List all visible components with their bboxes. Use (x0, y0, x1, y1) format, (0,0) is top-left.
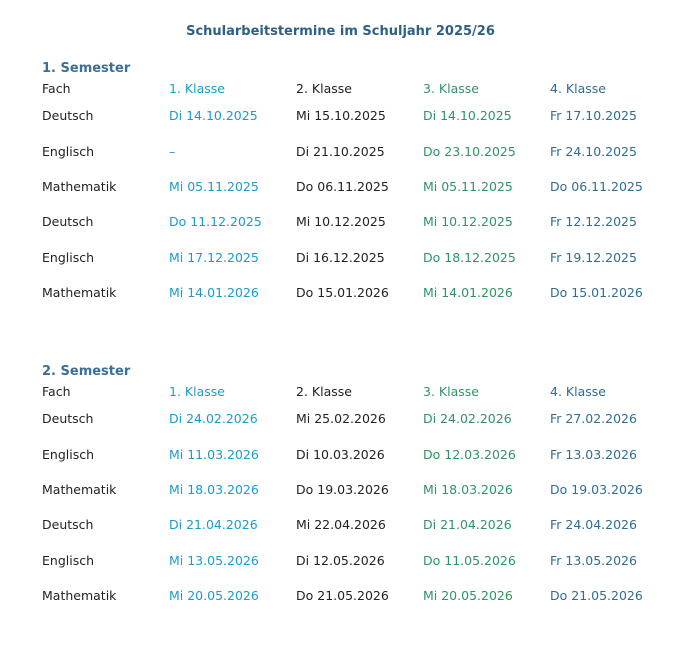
column-header-klasse-4: 4. Klasse (550, 383, 606, 399)
date-cell-klasse-1: Do 11.12.2025 (169, 214, 262, 230)
table-row (42, 98, 642, 133)
date-cell-klasse-1: Mi 18.03.2026 (169, 481, 259, 497)
date-cell-klasse-2: Do 15.01.2026 (296, 285, 389, 301)
date-cell-klasse-4: Fr 27.02.2026 (550, 411, 637, 427)
date-cell-klasse-2: Do 06.11.2025 (296, 178, 389, 194)
date-cell-klasse-4: Fr 13.05.2026 (550, 552, 637, 568)
table-row (42, 204, 642, 239)
date-cell-klasse-2: Do 21.05.2026 (296, 588, 389, 604)
column-header-klasse-1: 1. Klasse (169, 80, 225, 96)
table-row (42, 543, 642, 578)
date-cell-klasse-3: Di 21.04.2026 (423, 517, 512, 533)
column-header-klasse-1: 1. Klasse (169, 383, 225, 399)
date-cell-klasse-3: Do 18.12.2025 (423, 249, 516, 265)
date-cell-klasse-2: Mi 22.04.2026 (296, 517, 386, 533)
date-cell-klasse-4: Do 06.11.2025 (550, 178, 643, 194)
date-cell-klasse-2: Mi 15.10.2025 (296, 108, 386, 124)
date-cell-klasse-4: Do 15.01.2026 (550, 285, 643, 301)
semester-1-section (42, 60, 642, 310)
date-cell-klasse-1: Mi 11.03.2026 (169, 446, 259, 462)
table-row (42, 472, 642, 507)
date-cell-klasse-4: Do 19.03.2026 (550, 481, 643, 497)
date-cell-klasse-4: Fr 24.10.2025 (550, 143, 637, 159)
subject-cell: Englisch (42, 552, 95, 568)
column-header-klasse-4: 4. Klasse (550, 80, 606, 96)
date-cell-klasse-1: Di 21.04.2026 (169, 517, 258, 533)
subject-cell: Mathematik (42, 588, 117, 604)
subject-cell: Englisch (42, 446, 95, 462)
table-row (42, 436, 642, 471)
date-cell-klasse-4: Fr 13.03.2026 (550, 446, 637, 462)
date-cell-klasse-1: – (169, 143, 176, 159)
subject-cell: Deutsch (42, 214, 94, 230)
date-cell-klasse-3: Mi 18.03.2026 (423, 481, 513, 497)
semester-1-table (42, 78, 642, 310)
date-cell-klasse-2: Mi 25.02.2026 (296, 411, 386, 427)
date-cell-klasse-3: Mi 10.12.2025 (423, 214, 513, 230)
date-cell-klasse-2: Do 19.03.2026 (296, 481, 389, 497)
date-cell-klasse-4: Fr 19.12.2025 (550, 249, 637, 265)
subject-cell: Deutsch (42, 108, 94, 124)
semester-heading: 2. Semester (42, 364, 131, 379)
subject-cell: Deutsch (42, 411, 94, 427)
date-cell-klasse-4: Fr 24.04.2026 (550, 517, 637, 533)
date-cell-klasse-4: Fr 17.10.2025 (550, 108, 637, 124)
table-row (42, 240, 642, 275)
date-cell-klasse-1: Di 24.02.2026 (169, 411, 258, 427)
table-header-row (42, 78, 642, 98)
date-cell-klasse-2: Mi 10.12.2025 (296, 214, 386, 230)
column-header-fach: Fach (42, 383, 71, 399)
table-row (42, 507, 642, 542)
subject-cell: Mathematik (42, 285, 117, 301)
column-header-klasse-3: 3. Klasse (423, 383, 479, 399)
date-cell-klasse-4: Do 21.05.2026 (550, 588, 643, 604)
subject-cell: Englisch (42, 249, 95, 265)
date-cell-klasse-3: Do 12.03.2026 (423, 446, 516, 462)
semester-2-section (42, 363, 642, 613)
table-row (42, 275, 642, 310)
date-cell-klasse-2: Di 16.12.2025 (296, 249, 385, 265)
date-cell-klasse-3: Do 11.05.2026 (423, 552, 516, 568)
date-cell-klasse-1: Mi 17.12.2025 (169, 249, 259, 265)
semester-2-table (42, 381, 642, 613)
page-title: Schularbeitstermine im Schuljahr 2025/26 (186, 24, 495, 39)
date-cell-klasse-2: Di 10.03.2026 (296, 446, 385, 462)
column-header-klasse-2: 2. Klasse (296, 80, 352, 96)
subject-cell: Deutsch (42, 517, 94, 533)
date-cell-klasse-3: Di 24.02.2026 (423, 411, 512, 427)
date-cell-klasse-1: Di 14.10.2025 (169, 108, 258, 124)
date-cell-klasse-3: Do 23.10.2025 (423, 143, 516, 159)
table-row (42, 578, 642, 613)
date-cell-klasse-3: Mi 20.05.2026 (423, 588, 513, 604)
subject-cell: Mathematik (42, 481, 117, 497)
subject-cell: Englisch (42, 143, 95, 159)
date-cell-klasse-3: Mi 05.11.2025 (423, 178, 513, 194)
table-row (42, 133, 642, 168)
column-header-fach: Fach (42, 80, 71, 96)
table-row (42, 401, 642, 436)
table-row (42, 169, 642, 204)
date-cell-klasse-4: Fr 12.12.2025 (550, 214, 637, 230)
date-cell-klasse-1: Mi 13.05.2026 (169, 552, 259, 568)
column-header-klasse-2: 2. Klasse (296, 383, 352, 399)
subject-cell: Mathematik (42, 178, 117, 194)
column-header-klasse-3: 3. Klasse (423, 80, 479, 96)
date-cell-klasse-2: Di 21.10.2025 (296, 143, 385, 159)
date-cell-klasse-1: Mi 14.01.2026 (169, 285, 259, 301)
table-header-row (42, 381, 642, 401)
date-cell-klasse-3: Mi 14.01.2026 (423, 285, 513, 301)
date-cell-klasse-1: Mi 05.11.2025 (169, 178, 259, 194)
date-cell-klasse-1: Mi 20.05.2026 (169, 588, 259, 604)
date-cell-klasse-2: Di 12.05.2026 (296, 552, 385, 568)
date-cell-klasse-3: Di 14.10.2025 (423, 108, 512, 124)
semester-heading: 1. Semester (42, 61, 131, 76)
